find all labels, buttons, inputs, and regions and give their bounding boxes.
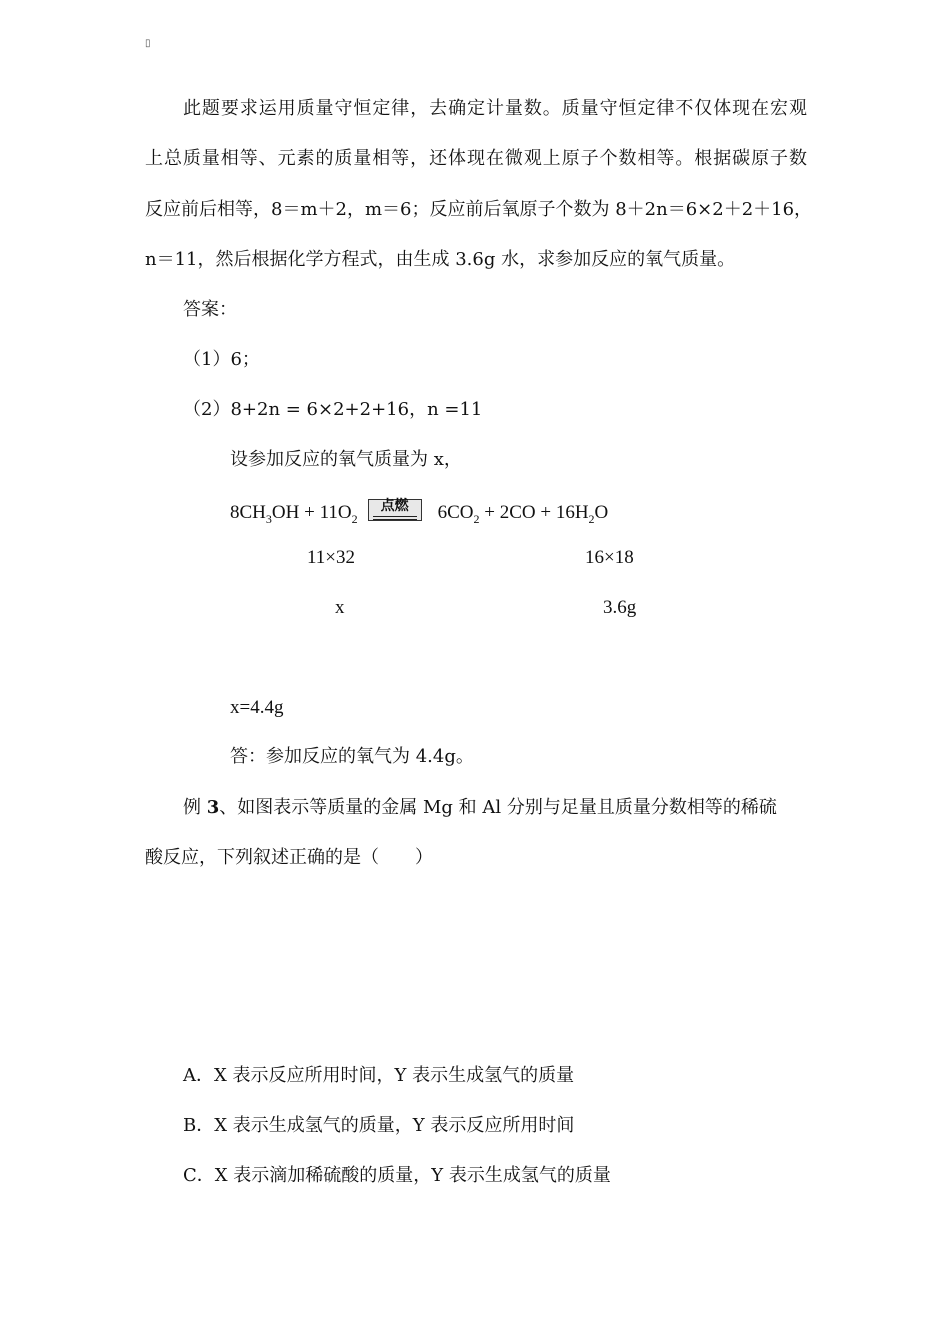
example-3-line-2: 酸反应，下列叙述正确的是（ ） [145,847,433,868]
example-3-line-1 [183,796,777,820]
ratio-right: 16×18 [585,547,634,568]
example-prefix: 例 [183,797,207,818]
explanation-line-4: n＝11，然后根据化学方程式，由生成 3.6g 水，求参加反应的氧气质量。 [145,249,736,270]
answer-final: 答：参加反应的氧气为 4.4g。 [230,746,474,767]
explanation-line-3: 反应前后相等，8＝m＋2，m＝6；反应前后氧原子个数为 8＋2n＝6×2＋2＋16， [145,199,813,220]
option-c: C．X 表示滴加稀硫酸的质量，Y 表示生成氢气的质量 [183,1165,611,1186]
ratio-left: 11×32 [307,547,356,568]
answer-part-2: （2）8+2n = 6×2+2+16，n =11 [183,399,483,420]
explanation-line-1: 此题要求运用质量守恒定律，去确定计量数。质量守恒定律不仅体现在宏观 [183,98,807,119]
example-text: 、如图表示等质量的金属 Mg 和 Al 分别与足量且质量分数相等的稀硫 [219,797,777,818]
answer-label: 答案： [183,299,237,320]
explanation-line-2: 上总质量相等、元素的质量相等，还体现在微观上原子个数相等。根据碳原子数 [145,148,807,169]
option-b: B．X 表示生成氢气的质量，Y 表示反应所用时间 [183,1115,575,1136]
reaction-condition-box [368,499,422,521]
unknown-right: 3.6g [603,597,637,618]
example-number: 3 [206,797,220,818]
reaction-condition: 点燃 [380,499,409,514]
answer-part-1: （1）6； [183,349,260,370]
page-marker: ▯ [145,38,151,49]
unknown-left: x [335,597,345,618]
option-a: A．X 表示反应所用时间，Y 表示生成氢气的质量 [183,1065,575,1086]
answer-result: x=4.4g [230,697,284,718]
answer-setup: 设参加反应的氧气质量为 x， [230,449,462,470]
chemical-equation: $8CH_3OH + 11O_2$ 点燃 $6CO_2 + 2CO + 16H_2O$ [230,499,609,526]
